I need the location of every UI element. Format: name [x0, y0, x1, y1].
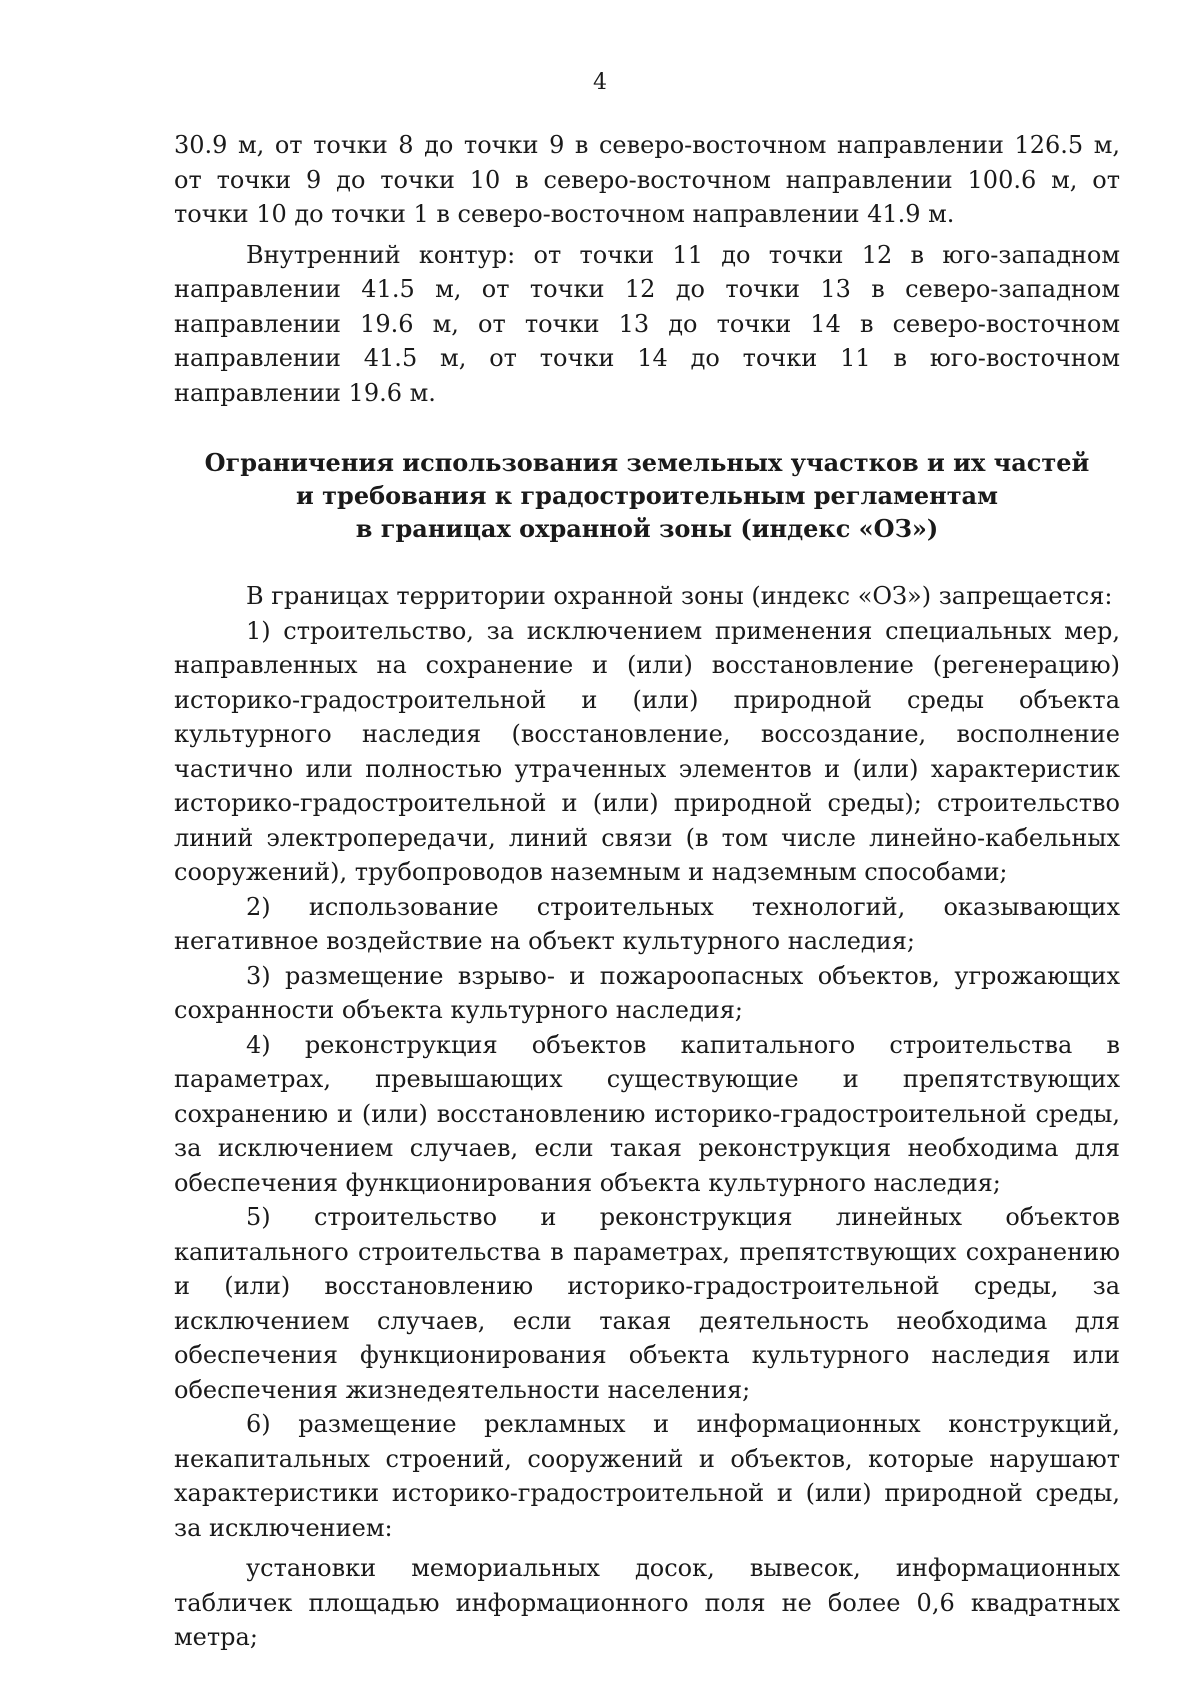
intro-paragraph: В границах территории охранной зоны (индекс «ОЗ») запрещается:	[246, 582, 1113, 610]
page-number: 4	[593, 70, 607, 95]
list-item-2: 2) использование строительных технологий, оказывающих негативное воздействие на объект культурного наследия;	[174, 892, 1120, 955]
paragraph-outer-contour-end: 30.9 м, от точки 8 до точки 9 в северо-восточном направлении 126.5 м, от точки 9 до точки 10 в северо-восточном направлении 100.6 м, от точки 10 до точки 1 в северо-восточном направлении 41.9 м.	[174, 131, 1120, 228]
list-item-3: 3) размещение взрыво- и пожароопасных объектов, угрожающих сохранности объекта культурного наследия;	[174, 961, 1120, 1024]
section-heading	[174, 446, 1120, 545]
list-item-6-exception: установки мемориальных досок, вывесок, информационных табличек площадью информационного поля не более 0,6 квадратных метра;	[174, 1554, 1120, 1651]
list-item-5: 5) строительство и реконструкция линейных объектов капитального строительства в параметрах, препятствующих сохранению и (или) восстановлению историко-градостроительной среды, за исключением случаев, если такая деятельность необходима для обеспечения функционирования объекта культурного наследия или обеспечения жизнедеятельности населения;	[174, 1203, 1120, 1404]
heading-line-3: в границах охранной зоны (индекс «ОЗ»)	[355, 514, 939, 543]
paragraph-inner-contour: Внутренний контур: от точки 11 до точки 12 в юго-западном направлении 41.5 м, от точки 12 до точки 13 в северо-западном направлении 19.6 м, от точки 13 до точки 14 в северо-восточном направлении 41.5 м, от точки 14 до точки 11 в юго-восточном направлении 19.6 м.	[174, 240, 1120, 407]
heading-line-1: Ограничения использования земельных участков и их частей	[204, 448, 1090, 477]
document-body	[174, 128, 1120, 1655]
heading-line-2: и требования к градостроительным регламентам	[296, 481, 998, 510]
list-item-1: 1) строительство, за исключением применения специальных мер, направленных на сохранение и (или) восстановление (регенерацию) историко-градостроительной и (или) природной среды объекта культурного наследия (восстановление, воссоздание, восполнение частично или полностью утраченных элементов и (или) характеристик историко-градостроительной и (или) природной среды); строительство линий электропередачи, линий связи (в том числе линейно-кабельных сооружений), трубопроводов наземным и надземным способами;	[174, 616, 1120, 886]
list-item-4: 4) реконструкция объектов капитального строительства в параметрах, превышающих существующие и препятствующих сохранению и (или) восстановлению историко-градостроительной среды, за исключением случаев, если такая реконструкция необходима для обеспечения функционирования объекта культурного наследия;	[174, 1030, 1120, 1197]
list-item-6: 6) размещение рекламных и информационных конструкций, некапитальных строений, сооружений и объектов, которые нарушают характеристики историко-градостроительной и (или) природной среды, за исключением:	[174, 1410, 1120, 1542]
